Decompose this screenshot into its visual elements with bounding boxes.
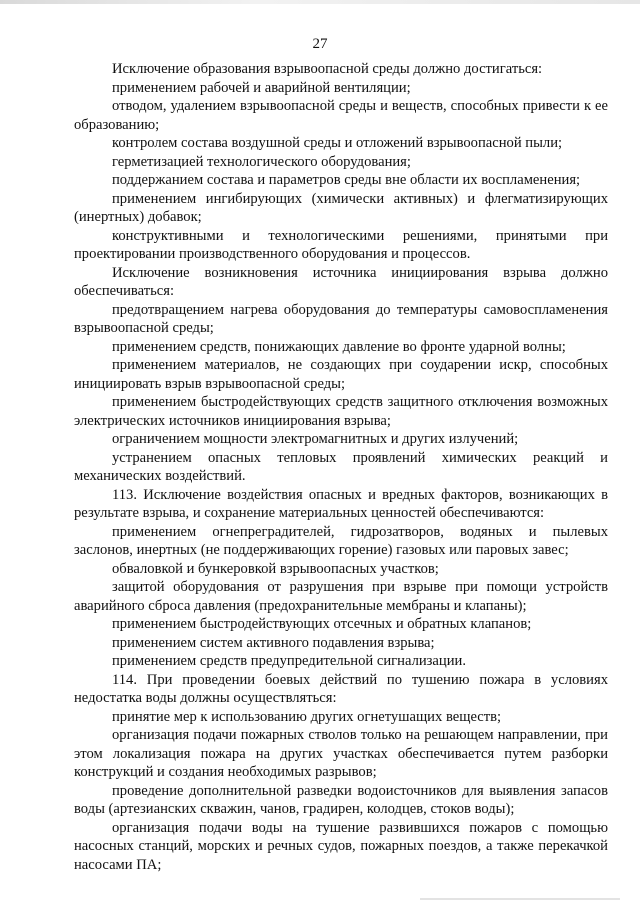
document-body <box>74 60 608 874</box>
paragraph: герметизацией технологического оборудования; <box>112 153 411 170</box>
paragraph: применением систем активного подавления взрыва; <box>112 634 435 651</box>
paragraph: конструктивными и технологическими решениями, принятыми при проектировании производственного оборудования и процессов. <box>74 227 608 262</box>
paragraph: контролем состава воздушной среды и отложений взрывоопасной пыли; <box>112 135 563 151</box>
paragraph: 113. Исключение воздействия опасных и вредных факторов, возникающих в результате взрыва, и сохранение материальных ценностей обеспечиваются: <box>74 486 608 521</box>
paragraph: применением ингибирующих (химически активных) и флегматизирующих (инертных) добавок; <box>74 190 608 225</box>
paragraph: принятие мер к использованию других огнетушащих веществ; <box>112 708 502 725</box>
paragraph: применением средств предупредительной сигнализации. <box>112 653 466 669</box>
paragraph: проведение дополнительной разведки водоисточников для выявления запасов воды (артезианских скважин, чанов, градирен, колодцев, стоков воды); <box>74 782 608 817</box>
paragraph: применением рабочей и аварийной вентиляции; <box>112 79 411 96</box>
paragraph: Исключение образования взрывоопасной среды должно достигаться: <box>112 61 543 77</box>
paragraph: поддержанием состава и параметров среды вне области их воспламенения; <box>112 172 581 188</box>
scan-bottom-mark <box>420 898 620 900</box>
paragraph: применением материалов, не создающих при соударении искр, способных инициировать взрыв взрывоопасной среды; <box>74 357 608 392</box>
paragraph: Исключение возникновения источника инициирования взрыва должно обеспечиваться: <box>74 264 608 299</box>
paragraph: применением быстродействующих средств защитного отключения возможных электрических источников инициирования взрыва; <box>74 394 608 429</box>
scan-top-edge <box>0 0 640 4</box>
paragraph: 114. При проведении боевых действий по тушению пожара в условиях недостатка воды должны осуществляться: <box>74 671 608 706</box>
paragraph: отводом, удалением взрывоопасной среды и веществ, способных привести к ее образованию; <box>74 98 608 133</box>
page-number: 27 <box>312 36 328 52</box>
paragraph: ограничением мощности электромагнитных и других излучений; <box>112 431 519 447</box>
paragraph: защитой оборудования от разрушения при взрыве при помощи устройств аварийного сброса давления (предохранительные мембраны и клапаны); <box>74 579 608 614</box>
paragraph: организация подачи воды на тушение развившихся пожаров с помощью насосных станций, морских и речных судов, пожарных поездов, а также перекачкой насосами ПА; <box>74 819 608 873</box>
paragraph: устранением опасных тепловых проявлений химических реакций и механических воздействий. <box>74 449 608 484</box>
paragraph: организация подачи пожарных стволов только на решающем направлении, при этом локализация пожара на других участках обеспечивается путем разборки конструкций и создания необходимых разрывов; <box>74 727 608 780</box>
paragraph: применением огнепреградителей, гидрозатворов, водяных и пылевых заслонов, инертных (не поддерживающих горение) газовых или паровых завес; <box>74 523 608 558</box>
paragraph: применением быстродействующих отсечных и обратных клапанов; <box>112 616 532 632</box>
paragraph: применением средств, понижающих давление во фронте ударной волны; <box>112 338 566 355</box>
paragraph: предотвращением нагрева оборудования до температуры самовоспламенения взрывоопасной среды; <box>74 301 608 336</box>
paragraph: обваловкой и бункеровкой взрывоопасных участков; <box>112 560 439 577</box>
